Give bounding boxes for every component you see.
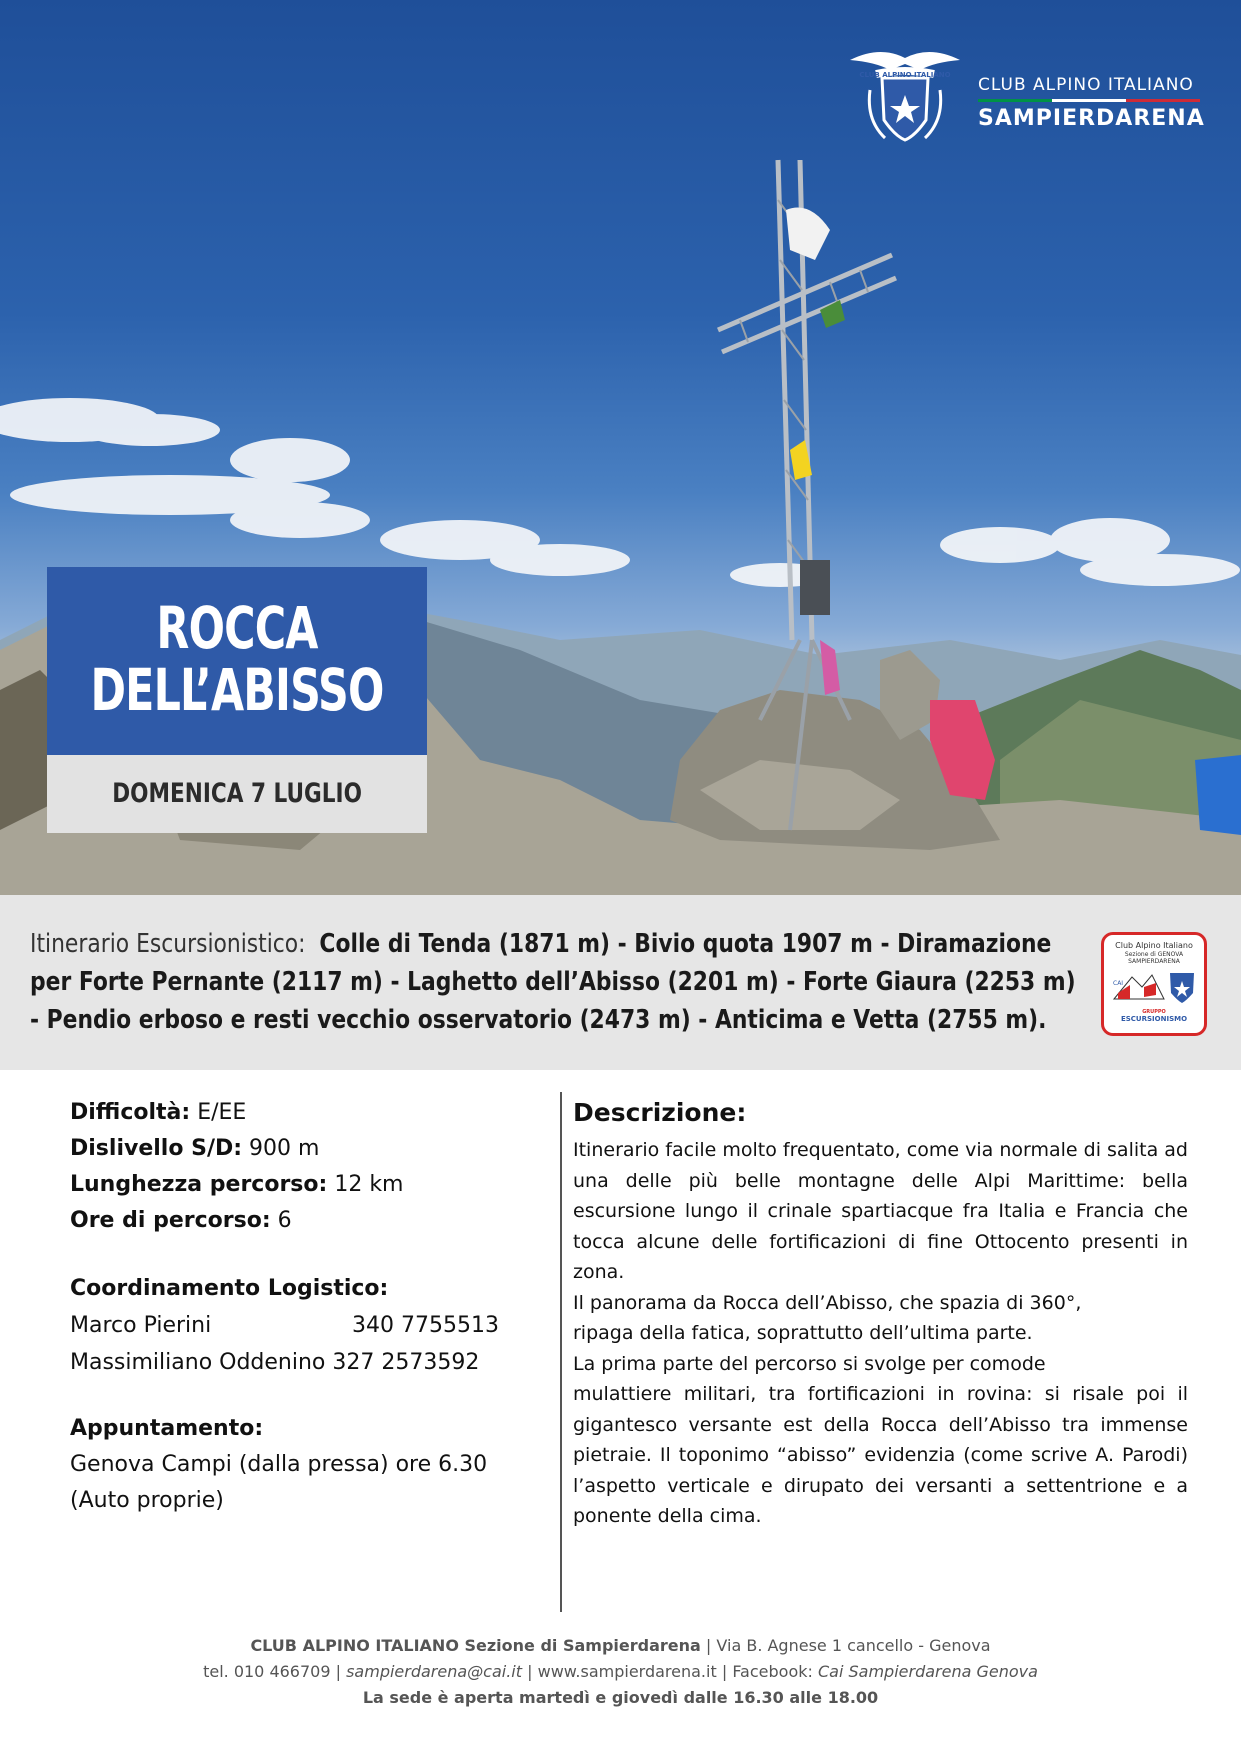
footer-phone: tel. 010 466709 bbox=[203, 1662, 331, 1681]
title-line-2: DELL’ABISSO bbox=[90, 656, 384, 724]
appointment-title: Appuntamento: bbox=[70, 1416, 264, 1441]
itinerary-band bbox=[0, 895, 1241, 1070]
difficulty-row bbox=[70, 1095, 540, 1131]
footer-separator: | bbox=[721, 1662, 728, 1681]
elevation-value: 900 m bbox=[249, 1136, 320, 1161]
footer-address: Via B. Agnese 1 cancello - Genova bbox=[716, 1636, 991, 1655]
length-row bbox=[70, 1167, 540, 1203]
logo-section-name: SAMPIERDARENA bbox=[978, 106, 1205, 131]
badge-group-name: ESCURSIONISMO bbox=[1120, 1015, 1188, 1023]
footer-org: CLUB ALPINO ITALIANO Sezione di Sampierdarena bbox=[250, 1636, 701, 1655]
footer-line-2 bbox=[0, 1659, 1241, 1685]
appointment-place: Genova Campi (dalla pressa) ore 6.30 bbox=[70, 1452, 488, 1477]
description-paragraph: ripaga della fatica, soprattutto dell’ultima parte. bbox=[573, 1322, 1033, 1344]
footer-separator: | bbox=[335, 1662, 341, 1681]
description-paragraph: mulattiere militari, tra fortificazioni in rovina: si risale poi il gigantesco versante est della Rocca dell’Abisso tra immense pietraie. Il toponimo “abisso” evidenzia (come scrive A. Parodi) l’aspetto verticale e dirupato dei versanti a settentrione e a ponente della cima. bbox=[573, 1383, 1188, 1527]
difficulty-value: E/EE bbox=[197, 1100, 247, 1125]
logistics-title: Coordinamento Logistico: bbox=[70, 1276, 389, 1301]
footer-separator: | bbox=[527, 1662, 533, 1681]
footer-email-link[interactable]: sampierdarena@cai.it bbox=[346, 1662, 523, 1681]
footer-facebook-label: Facebook: bbox=[732, 1662, 813, 1681]
footer-website-link[interactable]: www.sampierdarena.it bbox=[537, 1662, 717, 1681]
event-title bbox=[47, 567, 427, 755]
footer-line-3 bbox=[0, 1685, 1241, 1711]
length-label: Lunghezza percorso: bbox=[70, 1172, 328, 1197]
description-column bbox=[573, 1098, 1188, 1532]
cai-logo bbox=[840, 40, 1210, 150]
length-value: 12 km bbox=[334, 1172, 404, 1197]
escursionismo-badge bbox=[1101, 932, 1207, 1036]
description-paragraph: Itinerario facile molto frequentato, come via normale di salita ad una delle più belle montagne delle Alpi Marittime: bella escursione lungo il crinale spartiacque fra Italia e Francia che tocca alcune delle fortificazioni di fine Ottocento presenti in zona. bbox=[573, 1139, 1188, 1283]
badge-org: Club Alpino Italiano bbox=[1115, 941, 1193, 950]
hours-row bbox=[70, 1203, 540, 1239]
itinerary-label: Itinerario Escursionistico: bbox=[30, 929, 306, 959]
elevation-label: Dislivello S/D: bbox=[70, 1136, 243, 1161]
logo-emblem-text: CLUB ALPINO ITALIANO bbox=[859, 71, 951, 79]
footer-separator: | bbox=[705, 1636, 712, 1655]
description-title: Descrizione: bbox=[573, 1098, 747, 1127]
mountain-flag-icon bbox=[1104, 965, 1204, 1005]
footer-facebook-link[interactable]: Cai Sampierdarena Genova bbox=[817, 1662, 1038, 1681]
description-paragraph: La prima parte del percorso si svolge per comode bbox=[573, 1352, 1046, 1375]
event-date-text: DOMENICA 7 LUGLIO bbox=[112, 778, 362, 809]
difficulty-label: Difficoltà: bbox=[70, 1100, 191, 1125]
details-column bbox=[70, 1095, 540, 1519]
logo-org-name: CLUB ALPINO ITALIANO bbox=[978, 75, 1194, 95]
badge-group-label: GRUPPO bbox=[1142, 1009, 1166, 1015]
itinerary-route: Colle di Tenda (1871 m) - Bivio quota 1907 m - Diramazione per Forte Pernante (2117 m) - Laghetto dell’Abisso (2201 m) - Forte Giaura (2253 m) - Pendio erboso e resti vecchio osservatorio (2473 m) - Anticima e Vetta (2755 m). bbox=[30, 929, 1076, 1035]
hours-value: 6 bbox=[277, 1208, 292, 1233]
footer bbox=[0, 1633, 1241, 1711]
contact-phone: 340 7755513 bbox=[352, 1313, 499, 1338]
column-divider bbox=[560, 1092, 562, 1612]
footer-hours: La sede è aperta martedì e giovedì dalle 16.30 alle 18.00 bbox=[362, 1688, 879, 1707]
contact-name: Marco Pierini bbox=[70, 1313, 212, 1338]
elevation-row bbox=[70, 1131, 540, 1167]
title-line-1: ROCCA bbox=[156, 594, 318, 662]
badge-group bbox=[1104, 1009, 1204, 1023]
contact-row bbox=[70, 1307, 540, 1344]
hours-label: Ore di percorso: bbox=[70, 1208, 271, 1233]
contact-phone: 327 2573592 bbox=[332, 1350, 480, 1375]
italian-flag-stripe bbox=[978, 99, 1200, 102]
badge-cai-text: CAI bbox=[1113, 980, 1124, 987]
contact-row bbox=[70, 1344, 540, 1381]
appointment-note: (Auto proprie) bbox=[70, 1488, 224, 1513]
description-paragraph: Il panorama da Rocca dell’Abisso, che spazia di 360°, bbox=[573, 1291, 1082, 1314]
badge-section: Sezione di GENOVA SAMPIERDARENA bbox=[1124, 951, 1184, 965]
itinerary-text bbox=[30, 925, 1080, 1039]
eagle-shield-icon bbox=[840, 40, 970, 150]
contact-name: Massimiliano Oddenino bbox=[70, 1350, 326, 1375]
footer-line-1 bbox=[0, 1633, 1241, 1659]
event-date bbox=[47, 755, 427, 833]
